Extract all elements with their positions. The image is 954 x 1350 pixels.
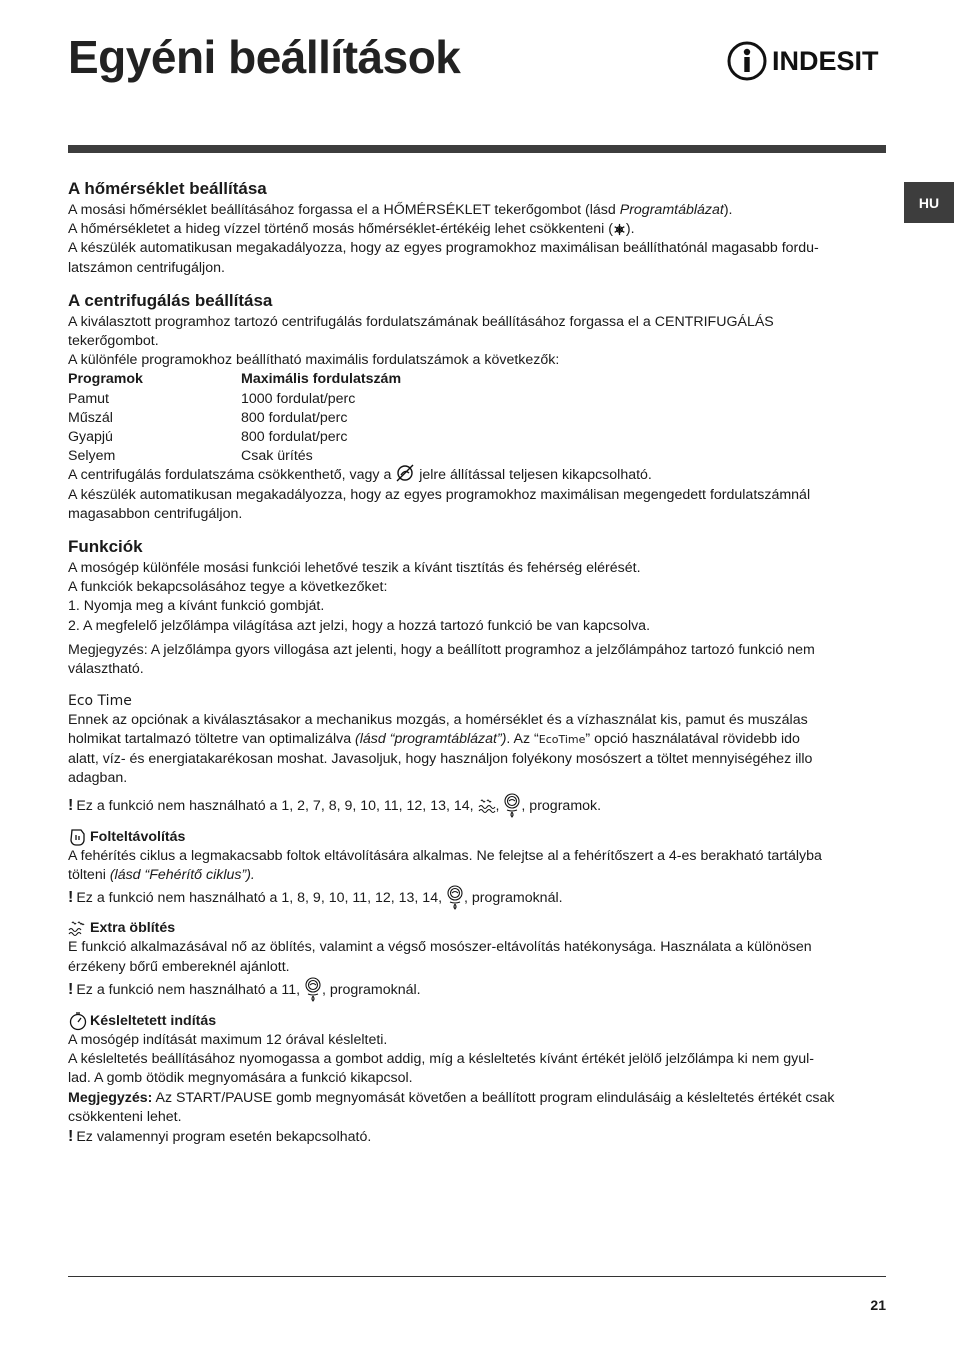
warning: ! Ez a funkció nem használható a 1, 2, 7, 8, 9, 10, 11, 12, 13, 14, , , programok. bbox=[68, 793, 888, 819]
stain-removal-icon bbox=[68, 827, 88, 847]
paragraph: lad. A gomb ötödik megnyomására a funkció kikapcsol. bbox=[68, 1070, 413, 1087]
note: csökkenteni lehet. bbox=[68, 1108, 182, 1125]
paragraph: A késleltetés beállításához nyomogassa a gombot addig, míg a késleltetés kívánt értékét jelölő jelzőlámpa ki nem gyul- bbox=[68, 1051, 815, 1068]
delicate-program-icon bbox=[503, 793, 521, 819]
table-cell: Pamut bbox=[68, 390, 110, 407]
table-header-row bbox=[68, 370, 401, 389]
brand-logo bbox=[726, 40, 879, 82]
delicate-program-icon bbox=[446, 885, 464, 911]
page-title: Egyéni beállítások bbox=[68, 31, 461, 83]
table-row bbox=[68, 409, 401, 428]
paragraph: A mosógép különféle mosási funkciói lehetővé teszik a kívánt tisztítás és fehérség elérését. bbox=[68, 560, 641, 577]
no-spin-icon bbox=[395, 463, 415, 483]
paragraph: Ennek az opciónak a kiválasztásakor a mechanikus mozgás, a homérséklet és a vízhasználat kis, pamut és muszálas bbox=[68, 712, 808, 729]
delicate-program-icon bbox=[304, 977, 322, 1003]
section-delayed-start bbox=[68, 1011, 888, 1147]
warning-mark: ! bbox=[68, 980, 74, 998]
section-heading: A centrifugálás beállítása bbox=[68, 290, 273, 310]
spin-speed-table bbox=[68, 370, 401, 466]
function-heading bbox=[68, 919, 888, 938]
column-header: Maximális fordulatszám bbox=[241, 371, 402, 388]
function-title: Késleltetett indítás bbox=[90, 1012, 217, 1029]
warning-mark: ! bbox=[68, 796, 74, 814]
paragraph: A kiválasztott programhoz tartozó centrifugálás fordulatszámának beállításához forgassa el a CENTRIFUGÁLÁS bbox=[68, 313, 774, 330]
table-cell: Gyapjú bbox=[68, 429, 113, 446]
table-cell: Selyem bbox=[68, 448, 116, 465]
note: választható. bbox=[68, 661, 144, 678]
function-title: Extra öblítés bbox=[90, 920, 176, 937]
paragraph: holmikat tartalmazó töltetre van optimalizálva (lásd “programtáblázat”). Az “EcoTime” opció használatával rövidebb ido bbox=[68, 731, 800, 748]
table-cell: 800 fordulat/perc bbox=[241, 429, 348, 446]
header-divider bbox=[68, 145, 886, 153]
warning: ! Ez valamennyi program esetén bekapcsolható. bbox=[68, 1127, 372, 1145]
table-cell: Csak ürítés bbox=[241, 448, 313, 465]
table-cell: 800 fordulat/perc bbox=[241, 409, 348, 426]
paragraph: érzékeny bőrű embereknél ajánlott. bbox=[68, 958, 290, 975]
brand-name: INDESIT bbox=[772, 45, 879, 76]
note: Megjegyzés: A jelzőlámpa gyors villogása azt jelenti, hogy a beállított programhoz a jelzőlámpához tartozó funkció nem bbox=[68, 641, 815, 658]
paragraph: alatt, víz- és energiatakarékosan moshat. Javasoljuk, hogy használjon folyékony mosószert a töltet mennyiségéhez illo bbox=[68, 750, 813, 767]
page-number: 21 bbox=[870, 1297, 886, 1313]
section-heading: A hőmérséklet beállítása bbox=[68, 179, 267, 198]
table-row bbox=[68, 390, 401, 409]
paragraph: tekerőgombot. bbox=[68, 333, 159, 350]
section-ecotime bbox=[68, 691, 888, 819]
warning: ! Ez a funkció nem használható a 11, , programoknál. bbox=[68, 977, 888, 1003]
table-row bbox=[68, 447, 401, 466]
paragraph: 2. A megfelelő jelzőlámpa világítása azt jelzi, hogy a hozzá tartozó funkció be van kapcsolva. bbox=[68, 617, 651, 634]
extra-rinse-icon bbox=[68, 920, 88, 938]
paragraph: 1. Nyomja meg a kívánt funkció gombját. bbox=[68, 598, 325, 615]
paragraph: A hőmérsékletet a hideg vízzel történő mosás hőmérséklet-értékéig lehet csökkenteni ( ). bbox=[68, 221, 635, 238]
paragraph: A készülék automatikusan megakadályozza, hogy az egyes programokhoz maximálisan beállíthatónál magasabb fordu- bbox=[68, 240, 819, 257]
function-heading bbox=[68, 1011, 888, 1031]
paragraph: adagban. bbox=[68, 769, 128, 786]
section-functions bbox=[68, 536, 888, 679]
paragraph: A funkciók bekapcsolásához tegye a következőket: bbox=[68, 579, 388, 596]
section-stain-removal bbox=[68, 827, 888, 911]
delay-timer-icon bbox=[68, 1011, 88, 1031]
snowflake-icon bbox=[613, 223, 626, 236]
rinse-program-icon bbox=[478, 798, 496, 814]
table-cell: Műszál bbox=[68, 409, 113, 426]
warning-mark: ! bbox=[68, 889, 74, 907]
section-temperature bbox=[68, 178, 888, 278]
paragraph: A különféle programokhoz beállítható maximális fordulatszámok a következők: bbox=[68, 352, 560, 369]
main-content bbox=[68, 178, 888, 1147]
paragraph: A mosási hőmérséklet beállításához forgassa el a HŐMÉRSÉKLET tekerőgombot (lásd Programtáblázat). bbox=[68, 202, 733, 218]
section-extra-rinse bbox=[68, 919, 888, 1002]
section-spin bbox=[68, 290, 888, 524]
column-header: Programok bbox=[68, 371, 143, 388]
indesit-logo-icon bbox=[726, 40, 768, 82]
function-heading bbox=[68, 827, 888, 847]
paragraph: A mosógép indítását maximum 12 órával késlelteti. bbox=[68, 1031, 388, 1048]
function-title: Folteltávolítás bbox=[90, 829, 186, 846]
paragraph: latszámon centrifugáljon. bbox=[68, 259, 225, 276]
paragraph: A fehérítés ciklus a legmakacsabb foltok eltávolítására alkalmas. Ne felejtse al a fehérítőszert a 4-es berakható tartályba bbox=[68, 848, 822, 865]
footer-divider bbox=[68, 1276, 886, 1277]
paragraph: tölteni (lásd “Fehérítő ciklus”). bbox=[68, 867, 255, 884]
warning-mark: ! bbox=[68, 1127, 74, 1145]
section-heading: Funkciók bbox=[68, 537, 143, 557]
paragraph: magasabbon centrifugáljon. bbox=[68, 505, 243, 522]
language-tab: HU bbox=[904, 182, 954, 223]
paragraph: A készülék automatikusan megakadályozza, hogy az egyes programokhoz maximálisan megengedett fordulatszámnál bbox=[68, 486, 811, 503]
ecotime-icon: Eco Time bbox=[68, 693, 132, 710]
note: Megjegyzés: Az START/PAUSE gomb megnyomását követően a beállított program elindulásáig a késleltetés értékét csak bbox=[68, 1089, 835, 1106]
table-row bbox=[68, 428, 401, 447]
paragraph: E funkció alkalmazásával nő az öblítés, valamint a végső mosószer-eltávolítás hatékonysága. Használata a különösen bbox=[68, 939, 812, 956]
warning: ! Ez a funkció nem használható a 1, 8, 9, 10, 11, 12, 13, 14, , programoknál. bbox=[68, 885, 888, 911]
paragraph: A centrifugálás fordulatszáma csökkenthető, vagy a jelre állítással teljesen kikapcsolható. bbox=[68, 466, 888, 485]
table-cell: 1000 fordulat/perc bbox=[241, 390, 356, 407]
